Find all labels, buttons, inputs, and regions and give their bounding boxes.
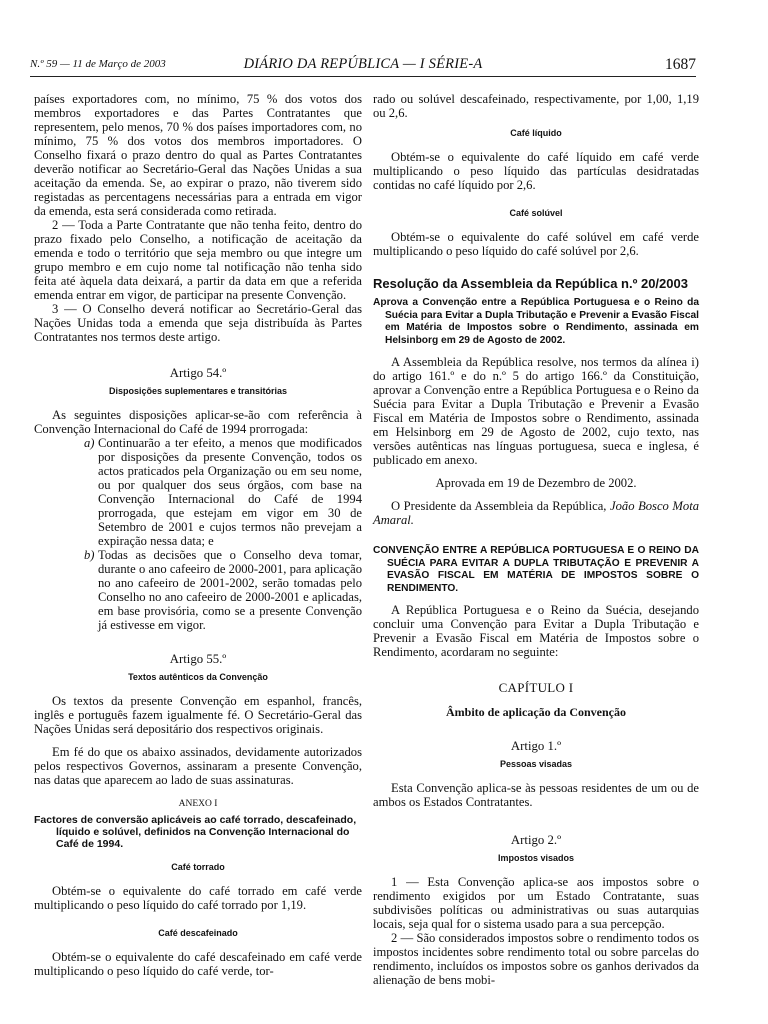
list-item-text: Todas as decisões que o Conselho deva tomar, durante o ano cafeeiro de 2000-2001, para aplicação no ano cafeeiro de 2001-2002, serão tomadas pelo Conselho no ano cafeeiro de 2000-2001 e aplicadas, em base provisória, como se a presente Convenção já estivesse em vigor. [98, 548, 362, 632]
paragraph: 2 — São considerados impostos sobre o rendimento todos os impostos incidentes sobre rendimento total ou sobre parcelas do rendimento, incluídos os impostos sobre os ganhos derivados da alienação de bens mobi- [373, 931, 699, 987]
paragraph: Obtém-se o equivalente do café torrado em café verde multiplicando o peso líquido do café torrado por 1,19. [34, 884, 362, 912]
list-marker: a) [84, 436, 95, 450]
paragraph: rado ou solúvel descafeinado, respectivamente, por 1,00, 1,19 ou 2,6. [373, 92, 699, 120]
resolution-summary: Aprova a Convenção entre a República Portuguesa e o Reino da Suécia para Evitar a Dupla Tributação e Prevenir a Evasão Fiscal em Matéria de Impostos sobre o Rendimento, assinada em Helsinborg em 29 de Agosto de 2002. [373, 297, 699, 346]
paragraph: As seguintes disposições aplicar-se-ão com referência à Convenção Internacional do Café de 1994 prorrogada: [34, 408, 362, 436]
left-column [34, 92, 362, 978]
paragraph: países exportadores com, no mínimo, 75 % dos votos dos membros exportadores e das Partes Contratantes que representem, pelo menos, 70 % dos países importadores com, no mínimo, 75 % dos votos dos membros importadores. O Conselho fixará o prazo dentro do qual as Partes Contratantes deverão notificar ao Secretário-Geral das Nações Unidas a sua aceitação da emenda. Se, ao expirar o prazo, não tiverem sido registadas as percentagens necessárias para a entrada em vigor da emenda, esta será considerada como retirada. [34, 92, 362, 218]
paragraph: 3 — O Conselho deverá notificar ao Secretário-Geral das Nações Unidas toda a emenda que seja distribuída às Partes Contratantes nos termos deste artigo. [34, 302, 362, 344]
paragraph: 2 — Toda a Parte Contratante que não tenha feito, dentro do prazo fixado pelo Conselho, a notificação de aceitação da emenda e todo o território que seja membro ou que integre um grupo membro e em cujo nome tal notificação não tenha sido feita até àquela data deixará, a partir da data em que a referida emenda entrar em vigor, de participar na presente Convenção. [34, 218, 362, 302]
paragraph: Obtém-se o equivalente do café líquido em café verde multiplicando o peso líquido das partículas desidratadas contidas no café líquido por 2,6. [373, 150, 699, 192]
convention-title: CONVENÇÃO ENTRE A REPÚBLICA PORTUGUESA E O REINO DA SUÉCIA PARA EVITAR A DUPLA TRIBUTAÇÃO E PREVENIR A EVASÃO FISCAL EM MATÉRIA DE IMPOSTOS SOBRE O RENDIMENTO. [373, 545, 699, 594]
article-heading: Artigo 2.º [510, 833, 562, 847]
section-subtitle: Café torrado [171, 862, 225, 872]
annex-heading: ANEXO I [178, 799, 218, 809]
resolution-title: Resolução da Assembleia da República n.º 20/2003 [373, 276, 688, 291]
article-subtitle: Textos autênticos da Convenção [128, 672, 268, 682]
list-marker: b) [84, 548, 95, 562]
paragraph: Esta Convenção aplica-se às pessoas residentes de um ou de ambos os Estados Contratantes. [373, 781, 699, 809]
right-column [373, 92, 699, 987]
publication-title: DIÁRIO DA REPÚBLICA — I SÉRIE-A [243, 56, 483, 72]
paragraph: Obtém-se o equivalente do café solúvel em café verde multiplicando o peso líquido do café solúvel por 2,6. [373, 230, 699, 258]
section-subtitle: Café descafeinado [158, 928, 238, 938]
signature-line [373, 499, 699, 527]
issue-info: N.º 59 — 11 de Março de 2003 [30, 58, 166, 70]
paragraph: 1 — Esta Convenção aplica-se aos impostos sobre o rendimento exigidos por um Estado Contratante, suas subdivisões políticas ou administrativas ou suas autarquias locais, seja qual for o sistema usado para a sua percepção. [373, 875, 699, 931]
approval-date: Aprovada em 19 de Dezembro de 2002. [435, 476, 637, 490]
section-subtitle: Café líquido [510, 128, 562, 138]
article-subtitle: Pessoas visadas [499, 759, 573, 769]
list-item [84, 436, 362, 548]
page-number: 1687 [665, 56, 696, 73]
article-heading: Artigo 1.º [510, 739, 562, 753]
signature-name: João Bosco Mota Amaral. [373, 499, 699, 527]
list-item [84, 548, 362, 632]
article-heading: Artigo 55.º [169, 652, 227, 666]
paragraph: Os textos da presente Convenção em espanhol, francês, inglês e português fazem igualmente fé. O Secretário-Geral das Nações Unidas será depositário dos respectivos originais. [34, 694, 362, 736]
paragraph: Em fé do que os abaixo assinados, devidamente autorizados pelos respectivos Governos, assinaram a presente Convenção, nas datas que aparecem ao lado de suas assinaturas. [34, 745, 362, 787]
article-subtitle: Impostos visados [497, 853, 575, 863]
paragraph: A República Portuguesa e o Reino da Suécia, desejando concluir uma Convenção para Evitar a Dupla Tributação e Prevenir a Evasão Fiscal em Matéria de Impostos sobre o Rendimento, acordaram no seguinte: [373, 603, 699, 659]
signature-role: O Presidente da Assembleia da República, [391, 499, 611, 513]
paragraph: A Assembleia da República resolve, nos termos da alínea i) do artigo 161.º e do n.º 5 do artigo 166.º da Constituição, aprovar a Convenção entre a República Portuguesa e o Reino da Suécia para Evitar a Dupla Tributação e Prevenir a Evasão Fiscal em Matéria de Impostos sobre o Rendimento, assinada em Helsinborg em 29 de Agosto de 2002, cujo texto, nas versões autênticas nas línguas portuguesa, sueca e inglesa, é publicado em anexo. [373, 355, 699, 467]
annex-title: Factores de conversão aplicáveis ao café torrado, descafeinado, líquido e solúvel, definidos na Convenção Internacional do Café de 1994. [34, 814, 357, 850]
chapter-subtitle: Âmbito de aplicação da Convenção [446, 705, 626, 719]
chapter-heading: CAPÍTULO I [498, 680, 574, 695]
article-heading: Artigo 54.º [169, 366, 227, 380]
section-subtitle: Café solúvel [509, 208, 563, 218]
list-item-text: Continuarão a ter efeito, a menos que modificados por disposições da presente Convenção, todos os actos praticados pela Organização ou em seu nome, ou por qualquer dos seus órgãos, com base na Convenção Internacional do Café de 1994 prorrogada, que estejam em vigor em 30 de Setembro de 2001 e cujos termos não prevejam a expiração nessa data; e [98, 436, 362, 548]
article-subtitle: Disposições suplementares e transitórias [108, 386, 288, 396]
page-header [30, 56, 696, 77]
paragraph: Obtém-se o equivalente do café descafeinado em café verde multiplicando o peso líquido do café verde, tor- [34, 950, 362, 978]
